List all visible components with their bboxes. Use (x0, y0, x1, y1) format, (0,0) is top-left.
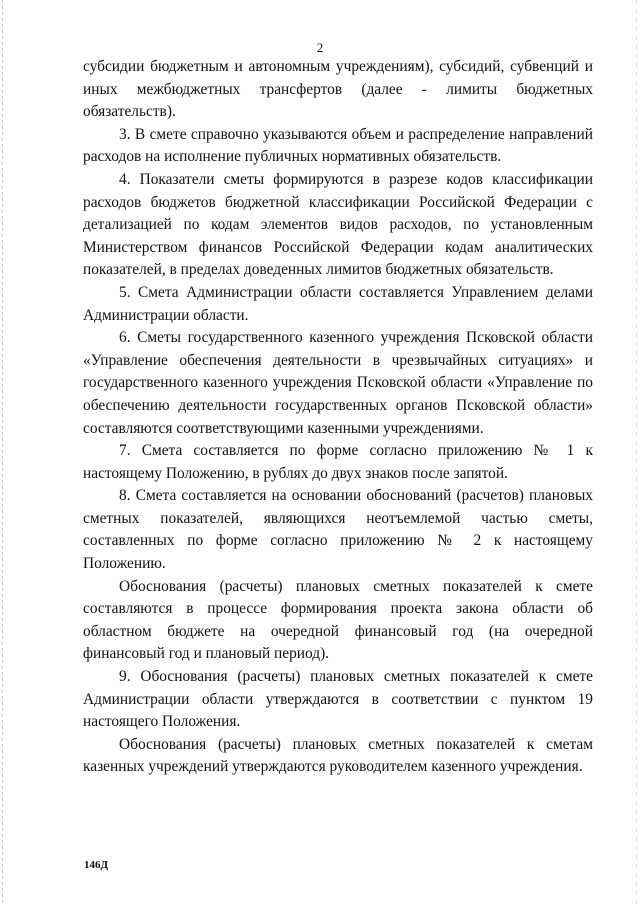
paragraph-item-3: 3. В смете справочно указываются объем и распределение направлений расходов на исполнение публичных нормативных обязательств. (83, 125, 593, 166)
paragraph-item-8-continued: Обоснования (расчеты) плановых сметных показателей к смете составляются в процессе формирования проекта закона области об областном бюджете на очередной финансовый год (на очередной финансовый год и плановый период). (83, 577, 593, 663)
footer-document-code: 146Д (84, 859, 109, 871)
paragraph-item-7: 7. Смета составляется по форме согласно приложению № 1 к настоящему Положению, в рублях до двух знаков после запятой. (83, 442, 593, 482)
paragraph-item-6: 6. Сметы государственного казенного учреждения Псковской области «Управление обеспечения деятельности в чрезвычайных ситуациях» и государственного казенного учреждения Псковской области «Управление по обеспечению деятельности государственных органов Псковской области» составляются соответствующими казенными учреждениями. (83, 329, 593, 437)
paragraph-item-9: 9. Обоснования (расчеты) плановых сметных показателей к смете Администрации области утверждаются в соответствии с пунктом 19 настоящего Положения. (83, 668, 593, 731)
scan-edge-left (2, 0, 3, 905)
paragraph-item-8: 8. Смета составляется на основании обоснований (расчетов) плановых сметных показателей, являющихся неотъемлемой частью сметы, составленных по форме согласно приложению № 2 к настоящему Положению. (83, 487, 593, 573)
paragraph-continuation: субсидии бюджетным и автономным учреждениям), субсидий, субвенций и иных межбюджетных трансфертов (далее - лимиты бюджетных обязательств). (83, 58, 593, 121)
paragraph-item-4: 4. Показатели сметы формируются в разрезе кодов классификации расходов бюджетов бюджетной классификации Российской Федерации с детализацией по кодам элементов видов расходов, по установленным Министерством финансов Российской Федерации кодам аналитических показателей, в пределах доведенных лимитов бюджетных обязательств. (83, 170, 593, 279)
document-body (83, 56, 593, 779)
paragraph-item-5: 5. Смета Администрации области составляется Управлением делами Администрации области. (83, 283, 593, 324)
paragraph-item-9-continued: Обоснования (расчеты) плановых сметных показателей к сметам казенных учреждений утверждаются руководителем казенного учреждения. (83, 735, 593, 776)
page-number: 2 (316, 40, 324, 55)
scan-edge-right (636, 0, 637, 905)
